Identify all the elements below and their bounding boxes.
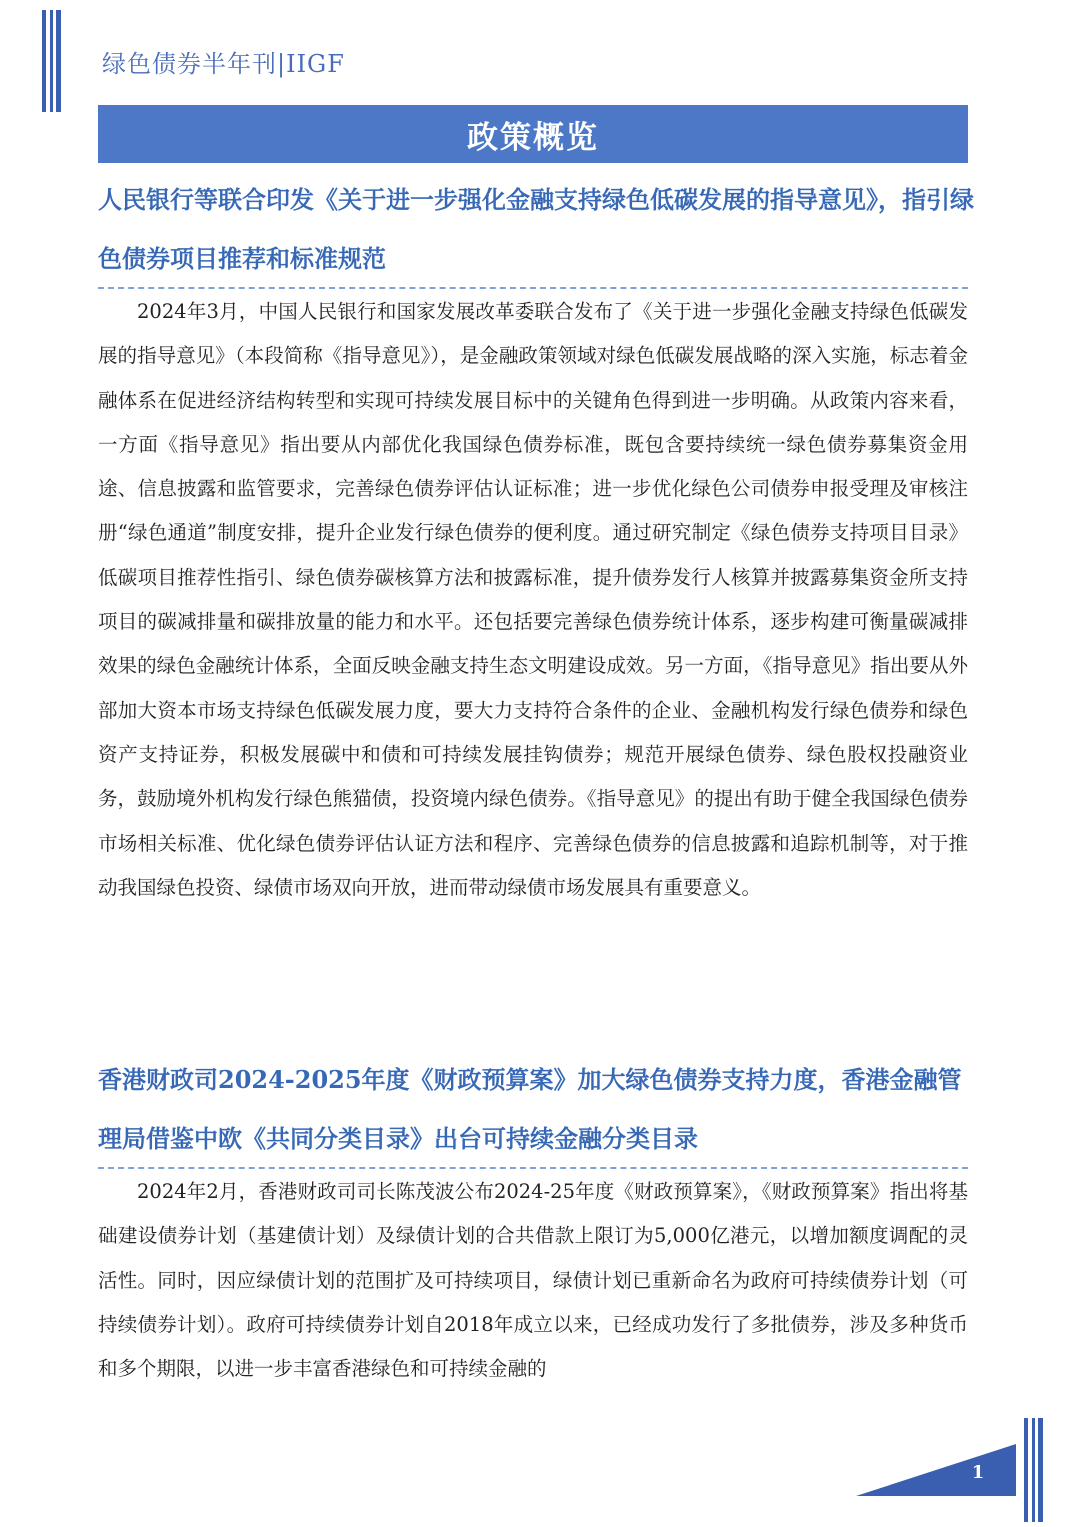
footer-decoration-bars [1024,1418,1044,1522]
header-decoration-bars [42,10,62,112]
article-2-title: 香港财政司2024-2025年度《财政预算案》加大绿色债券支持力度，香港金融管理局借鉴中欧《共同分类目录》出台可持续金融分类目录 [98,1065,962,1153]
page-number: 1 [971,1462,985,1483]
article-1-title: 人民银行等联合印发《关于进一步强化金融支持绿色低碳发展的指导意见》，指引绿色债券项目推荐和标准规范 [98,185,974,273]
section-title-banner [98,105,968,163]
article-2-divider [98,1167,968,1169]
article-1-body: 2024年3月，中国人民银行和国家发展改革委联合发布了《关于进一步强化金融支持绿色低碳发展的指导意见》（本段简称《指导意见》），是金融政策领域对绿色低碳发展战略的深入实施，标志着金融体系在促进经济结构转型和实现可持续发展目标中的关键角色得到进一步明确。从政策内容来看，一方面《指导意见》指出要从内部优化我国绿色债券标准，既包含要持续统一绿色债券募集资金用途、信息披露和监管要求，完善绿色债券评估认证标准；进一步优化绿色公司债券申报受理及审核注册“绿色通道”制度安排，提升企业发行绿色债券的便利度。通过研究制定《绿色债券支持项目目录》低碳项目推荐性指引、绿色债券碳核算方法和披露标准，提升债券发行人核算并披露募集资金所支持项目的碳减排量和碳排放量的能力和水平。还包括要完善绿色债券统计体系，逐步构建可衡量碳减排效果的绿色金融统计体系，全面反映金融支持生态文明建设成效。另一方面，《指导意见》指出要从外部加大资本市场支持绿色低碳发展力度，要大力支持符合条件的企业、金融机构发行绿色债券和绿色资产支持证券，积极发展碳中和债和可持续发展挂钩债券；规范开展绿色债券、绿色股权投融资业务，鼓励境外机构发行绿色熊猫债，投资境内绿色债券。《指导意见》的提出有助于健全我国绿色债券市场相关标准、优化绿色债券评估认证方法和程序、完善绿色债券的信息披露和追踪机制等，对于推动我国绿色投资、绿债市场双向开放，进而带动绿债市场发展具有重要意义。 [98,300,968,899]
page-number-triangle [856,1444,1016,1496]
publication-brand: 绿色债券半年刊|IIGF [102,50,345,78]
section-title: 政策概览 [467,119,599,156]
article-1-divider [98,287,968,289]
article-2-body: 2024年2月，香港财政司司长陈茂波公布2024-25年度《财政预算案》，《财政预算案》指出将基础建设债券计划（基建债计划）及绿债计划的合共借款上限订为5,000亿港元，以增加额度调配的灵活性。同时，因应绿债计划的范围扩及可持续项目，绿债计划已重新命名为政府可持续债券计划（可持续债券计划）。政府可持续债券计划自2018年成立以来，已经成功发行了多批债券，涉及多种货币和多个期限，以进一步丰富香港绿色和可持续金融的 [98,1180,968,1381]
